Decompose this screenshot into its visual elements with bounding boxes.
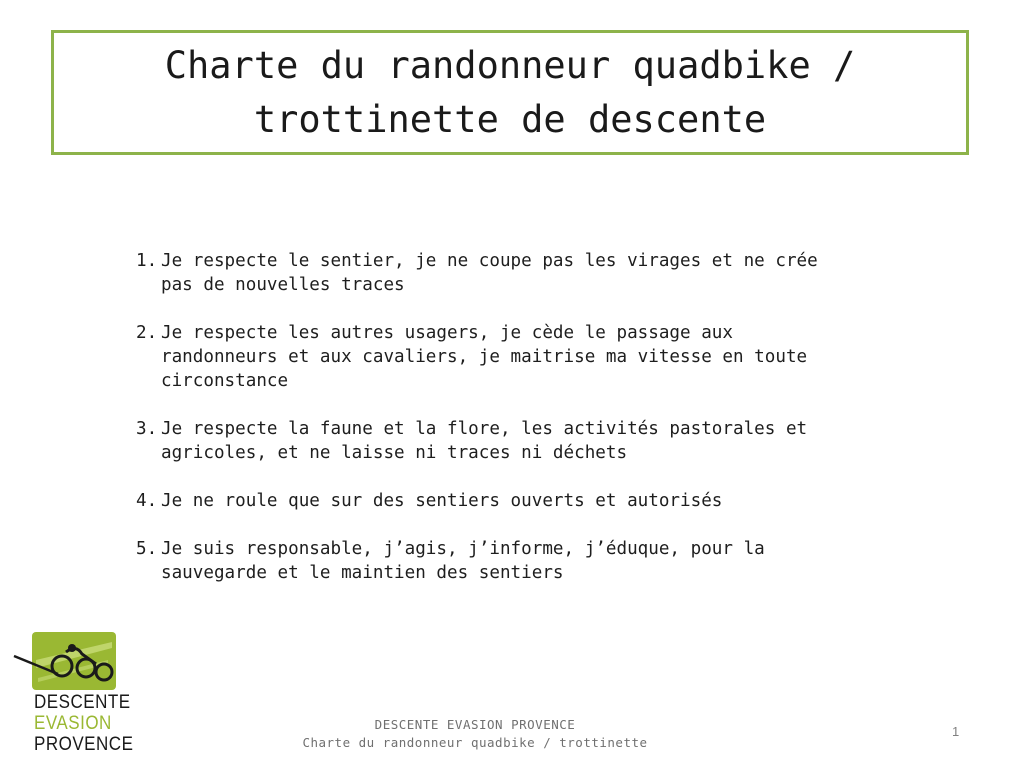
footer-line-2: Charte du randonneur quadbike / trottinette (302, 735, 648, 750)
rule-number: 2. (136, 323, 158, 343)
rule-item-2 (136, 321, 856, 393)
rule-number: 5. (136, 539, 158, 559)
rule-text: Je respecte les autres usagers, je cède le passage aux randonneurs et aux cavaliers, je maitrise ma vitesse en toute circonstance (161, 323, 808, 391)
rule-text: Je respecte le sentier, je ne coupe pas les virages et ne crée pas de nouvelles traces (161, 251, 818, 295)
logo-word-evasion: EVASION (34, 711, 112, 734)
company-logo (12, 630, 134, 758)
logo-word-provence: PROVENCE (34, 732, 134, 755)
rule-number: 3. (136, 419, 158, 439)
rule-text: Je respecte la faune et la flore, les activités pastorales et agricoles, et ne laisse ni traces ni déchets (161, 419, 808, 463)
rule-number: 4. (136, 491, 158, 511)
title-line-1: Charte du randonneur quadbike / (164, 43, 856, 87)
footer-line-1: DESCENTE EVASION PROVENCE (374, 717, 576, 732)
rules-list (136, 249, 856, 609)
rule-item-4 (136, 489, 856, 513)
footer (250, 716, 700, 752)
rule-item-3 (136, 417, 856, 465)
title-box (51, 30, 969, 155)
rule-item-5 (136, 537, 856, 585)
logo-word-descente: DESCENTE (34, 690, 131, 713)
quadbike-logo-icon (12, 630, 122, 695)
page-number: 1 (952, 724, 960, 739)
rule-item-1 (136, 249, 856, 297)
rule-text: Je suis responsable, j’agis, j’informe, j’éduque, pour la sauvegarde et le maintien des sentiers (161, 539, 765, 583)
title-line-2: trottinette de descente (253, 97, 767, 141)
rule-number: 1. (136, 251, 158, 271)
rule-text: Je ne roule que sur des sentiers ouverts et autorisés (161, 491, 723, 511)
